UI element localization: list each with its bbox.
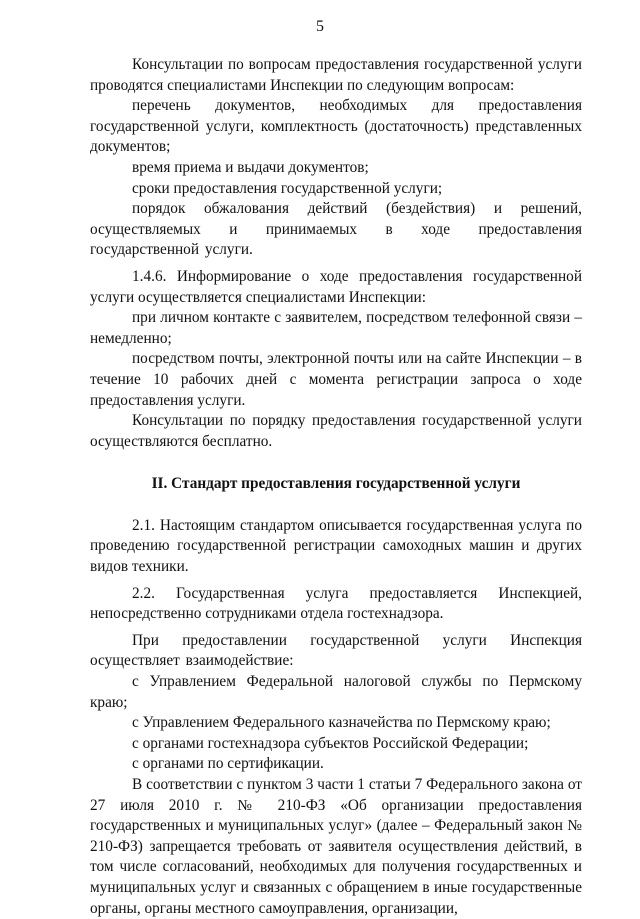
list-item-gostekhnadzor: с органами гостехнадзора субъектов Российской Федерации; — [132, 734, 529, 752]
paragraph-free-consultations: Консультации по порядку предоставления государственной услуги осуществляются бесплатно. — [90, 412, 582, 450]
list-item-certification: с органами по сертификации. — [132, 755, 324, 773]
paragraph-2-2: 2.2. Государственная услуга предоставляется Инспекцией, непосредственно сотрудниками отдела гостехнадзора. — [90, 584, 582, 623]
list-item-appeal: порядок обжалования действий (бездействия) и решений, осуществляемых и принимаемых в ходе предоставления государственной услуги. — [90, 200, 582, 259]
list-item-mail: посредством почты, электронной почты или на сайте Инспекции – в течение 10 рабочих дней с момента регистрации запроса о ходе предоставления услуги. — [90, 350, 582, 409]
section-heading: II. Стандарт предоставления государственной услуги — [151, 475, 521, 493]
paragraph-2-1: 2.1. Настоящим стандартом описывается государственная услуга по проведению государственной регистрации самоходных машин и других видов техники. — [90, 516, 582, 576]
paragraph-interaction: При предоставлении государственной услуги Инспекция осуществляет взаимодействие: — [90, 631, 582, 670]
page-number: 5 — [316, 18, 324, 35]
paragraph-1-4-6: 1.4.6. Информирование о ходе предоставления государственной услуги осуществляется специалистами Инспекции: — [90, 267, 582, 306]
list-item-personal-contact: при личном контакте с заявителем, посредством телефонной связи – немедленно; — [90, 309, 582, 347]
list-item-terms: сроки предоставления государственной услуги; — [132, 179, 443, 197]
list-item-tax-service: с Управлением Федеральной налоговой службы по Пермскому краю; — [90, 673, 582, 711]
paragraph-federal-law: В соответствии с пунктом 3 части 1 статьи 7 Федерального закона от 27 июля 2010 г. № 210-ФЗ «Об организации предоставления государственных и муниципальных услуг» (далее – Федеральный закон № 210-ФЗ) запрещается требовать от заявителя осуществления действий, в том числе согласований, необходимых для получения государственных и муниципальных услуг и связанных с обращением в иные государственные органы, органы местного самоуправления, организации, — [90, 776, 582, 917]
paragraph-consultations: Консультации по вопросам предоставления государственной услуги проводятся специалистами Инспекции по следующим вопросам: — [90, 56, 582, 94]
list-item-documents: перечень документов, необходимых для предоставления государственной услуги, комплектность (достаточность) представленных документов; — [90, 97, 582, 156]
list-item-treasury: с Управлением Федерального казначейства по Пермскому краю; — [132, 714, 551, 732]
list-item-time: время приема и выдачи документов; — [132, 158, 369, 176]
document-body — [90, 55, 582, 919]
